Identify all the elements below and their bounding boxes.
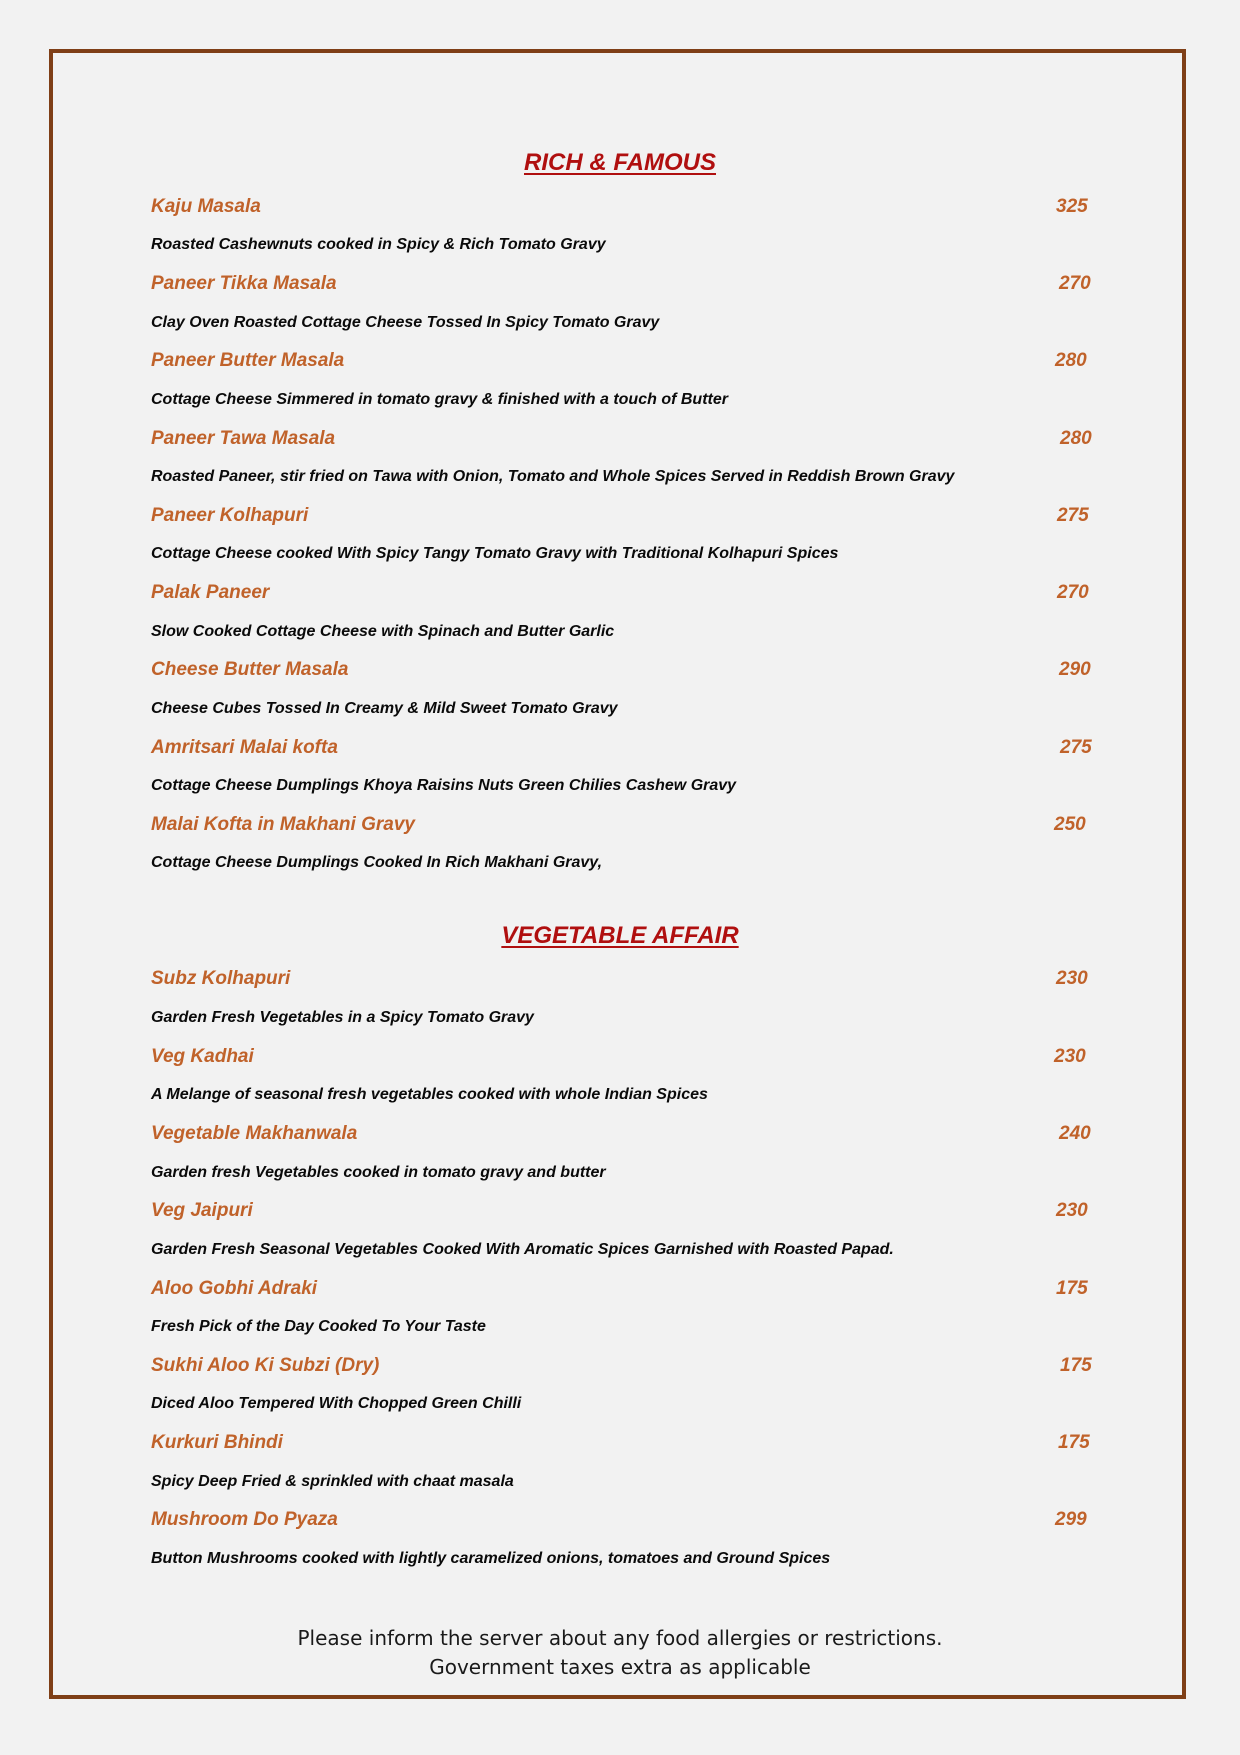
item-name: Malai Kofta in Makhani Gravy xyxy=(151,814,415,835)
item-price: 325 xyxy=(1056,196,1088,217)
item-price: 230 xyxy=(1056,968,1088,989)
item-name: Veg Kadhai xyxy=(151,1046,254,1067)
item-description: Clay Oven Roasted Cottage Cheese Tossed In Spicy Tomato Gravy xyxy=(151,314,660,331)
item-price: 299 xyxy=(1055,1509,1087,1530)
item-name: Paneer Tikka Masala xyxy=(151,273,337,294)
item-description: Garden fresh Vegetables cooked in tomato gravy and butter xyxy=(151,1164,606,1181)
item-description: Garden Fresh Seasonal Vegetables Cooked With Aromatic Spices Garnished with Roasted Papad. xyxy=(151,1241,894,1258)
item-name: Subz Kolhapuri xyxy=(151,968,291,989)
item-name: Sukhi Aloo Ki Subzi (Dry) xyxy=(151,1355,380,1376)
item-description: Cottage Cheese Simmered in tomato gravy & finished with a touch of Butter xyxy=(151,391,728,408)
item-price: 280 xyxy=(1055,350,1087,371)
item-description: Fresh Pick of the Day Cooked To Your Taste xyxy=(151,1318,486,1335)
item-description: Cottage Cheese Dumplings Khoya Raisins Nuts Green Chilies Cashew Gravy xyxy=(151,777,737,794)
item-price: 275 xyxy=(1060,737,1092,758)
item-name: Mushroom Do Pyaza xyxy=(151,1509,338,1530)
footer-allergy-note: Please inform the server about any food allergies or restrictions. xyxy=(297,1626,943,1650)
item-price: 230 xyxy=(1054,1046,1086,1067)
item-price: 270 xyxy=(1059,273,1091,294)
item-description: Diced Aloo Tempered With Chopped Green Chilli xyxy=(151,1395,522,1412)
item-price: 250 xyxy=(1054,814,1086,835)
item-price: 175 xyxy=(1056,1278,1088,1299)
item-price: 175 xyxy=(1060,1355,1092,1376)
item-price: 240 xyxy=(1059,1123,1091,1144)
item-description: Garden Fresh Vegetables in a Spicy Tomato Gravy xyxy=(151,1009,534,1026)
item-price: 280 xyxy=(1060,428,1092,449)
footer-tax-note: Government taxes extra as applicable xyxy=(429,1655,811,1679)
item-name: Vegetable Makhanwala xyxy=(151,1123,358,1144)
item-name: Amritsari Malai kofta xyxy=(151,737,338,758)
item-name: Kurkuri Bhindi xyxy=(151,1432,283,1453)
item-price: 275 xyxy=(1057,505,1089,526)
item-description: Cottage Cheese cooked With Spicy Tangy Tomato Gravy with Traditional Kolhapuri Spices xyxy=(151,545,839,562)
section-title-vegetable-affair: VEGETABLE AFFAIR xyxy=(501,922,739,949)
item-name: Veg Jaipuri xyxy=(151,1200,253,1221)
item-name: Aloo Gobhi Adraki xyxy=(151,1278,318,1299)
item-price: 175 xyxy=(1058,1432,1090,1453)
item-name: Cheese Butter Masala xyxy=(151,659,349,680)
item-description: Roasted Paneer, stir fried on Tawa with Onion, Tomato and Whole Spices Served in Reddish Brown Gravy xyxy=(151,468,955,485)
item-description: Button Mushrooms cooked with lightly caramelized onions, tomatoes and Ground Spices xyxy=(151,1550,831,1567)
section-title-rich-famous: RICH & FAMOUS xyxy=(524,149,716,176)
item-name: Paneer Tawa Masala xyxy=(151,428,336,449)
item-name: Palak Paneer xyxy=(151,582,270,603)
item-name: Paneer Kolhapuri xyxy=(151,505,309,526)
item-description: Cheese Cubes Tossed In Creamy & Mild Sweet Tomato Gravy xyxy=(151,700,618,717)
item-description: Roasted Cashewnuts cooked in Spicy & Rich Tomato Gravy xyxy=(151,236,606,253)
item-price: 270 xyxy=(1057,582,1089,603)
item-description: Cottage Cheese Dumplings Cooked In Rich Makhani Gravy, xyxy=(151,854,603,871)
item-price: 230 xyxy=(1056,1200,1088,1221)
item-price: 290 xyxy=(1059,659,1091,680)
item-description: A Melange of seasonal fresh vegetables cooked with whole Indian Spices xyxy=(151,1086,708,1103)
item-description: Spicy Deep Fried & sprinkled with chaat masala xyxy=(151,1473,514,1490)
item-description: Slow Cooked Cottage Cheese with Spinach and Butter Garlic xyxy=(151,623,615,640)
item-name: Paneer Butter Masala xyxy=(151,350,345,371)
item-name: Kaju Masala xyxy=(151,196,261,217)
